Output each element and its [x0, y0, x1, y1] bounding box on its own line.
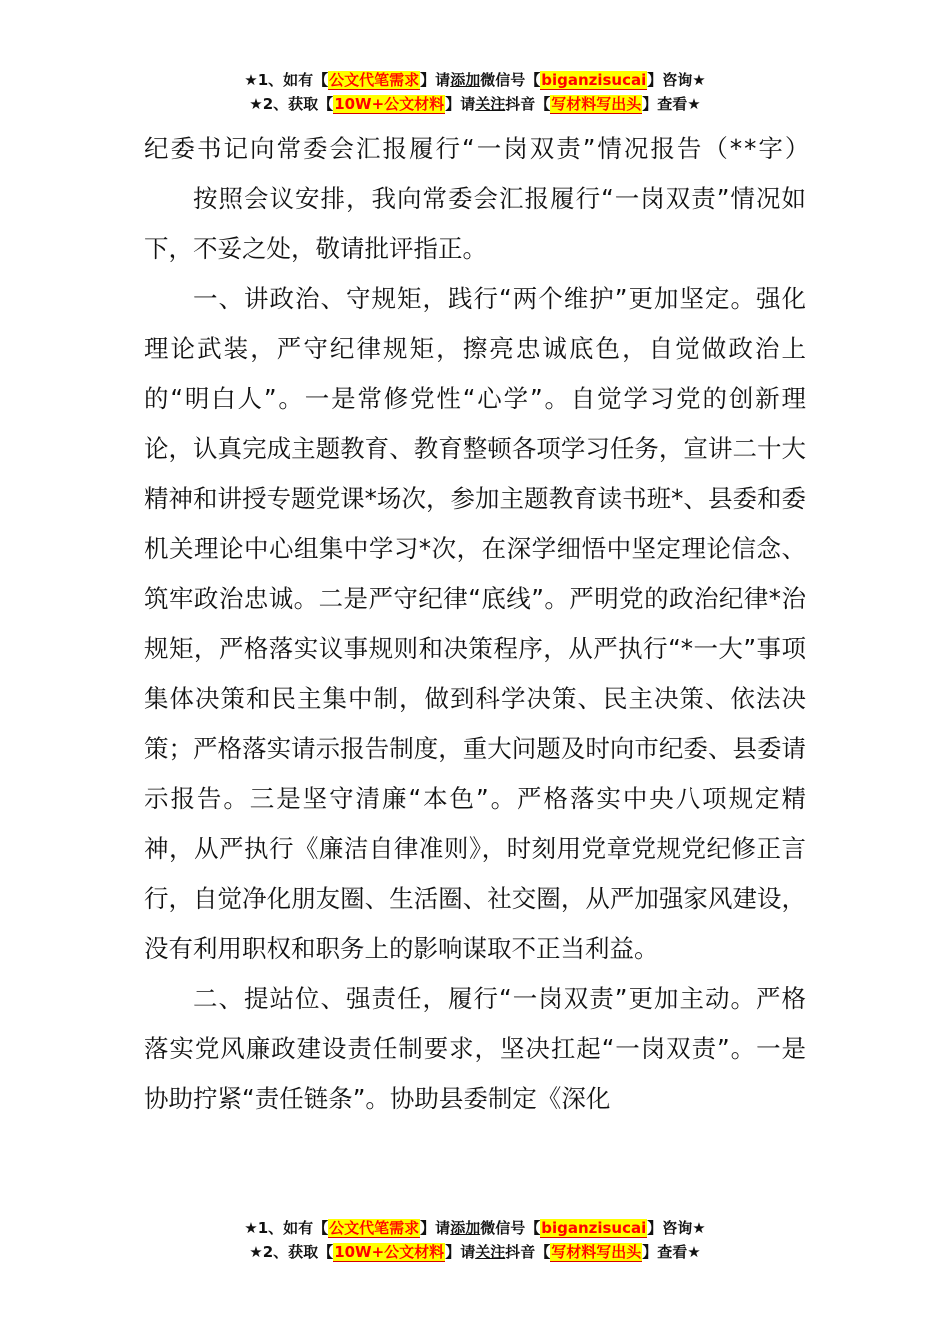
footer-line-2-prefix: ★2、获取【 [249, 1243, 334, 1261]
footer-line-1-text-2: 微信号【 [480, 1219, 541, 1237]
header-line-2-text-2: 抖音【 [505, 95, 551, 113]
document-title: 纪委书记向常委会汇报履行“一岗双责”情况报告（**字） [144, 134, 812, 163]
header-line-2-text: 】请 [445, 95, 476, 113]
header-line-2-underlined: 关注 [475, 95, 506, 113]
footer-line-1-text: 】请 [420, 1219, 451, 1237]
footer-line-2-highlight-douyin: 写材料写出头 [551, 1243, 642, 1261]
footer-line-1-highlight-service: 公文代笔需求 [329, 1219, 420, 1237]
header-line-1-text: 】请 [420, 71, 451, 89]
header-line-2-highlight-materials: 10W+公文材料 [334, 95, 445, 113]
paragraph-intro: 按照会议安排，我向常委会汇报履行“一岗双责”情况如下，不妥之处，敬请批评指正。 [144, 184, 806, 263]
footer-line-2-highlight-materials: 10W+公文材料 [334, 1243, 445, 1261]
footer-banner [0, 1216, 950, 1264]
footer-line-2-text: 】请 [445, 1243, 476, 1261]
header-line-1 [0, 68, 950, 92]
header-line-1-highlight-wechat-id: biganzisucai [541, 71, 647, 89]
header-line-2 [0, 92, 950, 116]
footer-line-2-suffix: 】查看★ [642, 1243, 701, 1261]
header-line-1-highlight-service: 公文代笔需求 [329, 71, 420, 89]
paragraph-section-2: 二、提站位、强责任，履行“一岗双责”更加主动。严格落实党风廉政建设责任制要求，坚决扛起“一岗双责”。一是协助拧紧“责任链条”。协助县委制定《深化 [144, 984, 806, 1113]
header-line-2-highlight-douyin: 写材料写出头 [551, 95, 642, 113]
header-line-1-suffix: 】咨询★ [647, 71, 706, 89]
footer-line-1-underlined: 添加 [450, 1219, 481, 1237]
footer-line-2-underlined: 关注 [475, 1243, 506, 1261]
footer-line-2 [0, 1240, 950, 1264]
document-body [144, 124, 812, 1124]
footer-line-1-highlight-wechat-id: biganzisucai [541, 1219, 647, 1237]
header-line-2-suffix: 】查看★ [642, 95, 701, 113]
footer-line-1-prefix: ★1、如有【 [244, 1219, 329, 1237]
header-line-2-prefix: ★2、获取【 [249, 95, 334, 113]
header-line-1-prefix: ★1、如有【 [244, 71, 329, 89]
header-line-1-text-2: 微信号【 [480, 71, 541, 89]
header-line-1-underlined: 添加 [450, 71, 481, 89]
header-banner [0, 68, 950, 116]
paragraph-section-1: 一、讲政治、守规矩，践行“两个维护”更加坚定。强化理论武装，严守纪律规矩，擦亮忠诚底色，自觉做政治上的“明白人”。一是常修党性“心学”。自觉学习党的创新理论，认真完成主题教育、教育整顿各项学习任务，宣讲二十大精神和讲授专题党课*场次，参加主题教育读书班*、县委和委机关理论中心组集中学习*次，在深学细悟中坚定理论信念、筑牢政治忠诚。二是严守纪律“底线”。严明党的政治纪律*治规矩，严格落实议事规则和决策程序，从严执行“*一大”事项集体决策和民主集中制，做到科学决策、民主决策、依法决策；严格落实请示报告制度，重大问题及时向市纪委、县委请示报告。三是坚守清廉“本色”。严格落实中央八项规定精神，从严执行《廉洁自律准则》，时刻用党章党规党纪修正言行，自觉净化朋友圈、生活圈、社交圈，从严加强家风建设，没有利用职权和职务上的影响谋取不正当利益。 [144, 284, 806, 963]
footer-line-2-text-2: 抖音【 [505, 1243, 551, 1261]
footer-line-1-suffix: 】咨询★ [647, 1219, 706, 1237]
footer-line-1 [0, 1216, 950, 1240]
